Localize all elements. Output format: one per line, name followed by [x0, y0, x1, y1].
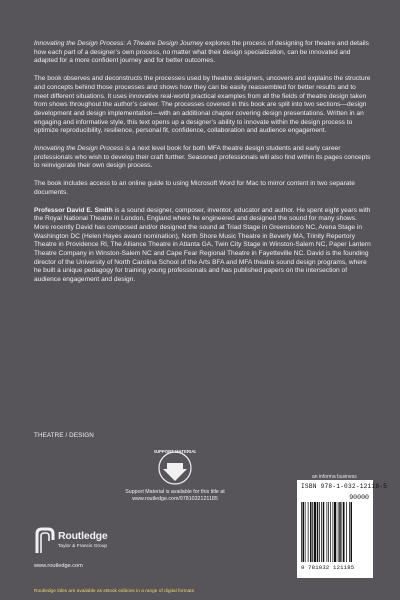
ebook-note: Routledge titles are available as eBook editions in a range of digital formats	[34, 589, 194, 594]
support-material-text	[113, 489, 237, 503]
author-name: Professor David E. Smith	[34, 206, 113, 214]
barcode-bar	[334, 502, 336, 562]
paragraph-text: is a sound designer, composer, inventor, educator and author. He spent eight years with the Royal National Theatre in London, England where he engineered and designed the sound for many shows. More recently David has composed and/or designed the sound at Triad Stage in Greensboro NC, Arena Stage in Washington DC (Helen Hayes award nomination), North Shore Music Theatre in Beverly MA, Trinity Repertory Theatre in Providence RI, The Alliance Theatre in Atlanta GA, Twin City Stage in Winston-Salem NC, Paper Lantern Theatre Company in Winston-Salem NC and Cape Fear Regional Theatre in Fayetteville NC. David is the founding director of the University of North Carolina School of the Arts BFA and MFA theatre sound design programs, where he built a unique pedagogy for training young professionals and has published papers on the intersection of audience engagement and design.	[34, 206, 371, 284]
support-url[interactable]: www.routledge.com/9781032121185	[132, 496, 218, 502]
isbn-label: ISBN 978-1-032-12118-5	[301, 483, 388, 490]
barcode-bar	[308, 502, 309, 562]
publisher-website[interactable]: www.routledge.com	[34, 563, 83, 569]
routledge-logo-icon	[34, 527, 56, 555]
barcode-bars	[301, 502, 369, 562]
isbn-number: 9 781032 121185	[301, 564, 355, 571]
price-code: 90000	[349, 494, 369, 501]
barcode-bar	[349, 502, 350, 562]
barcode-bar	[333, 502, 334, 562]
barcode-bar	[303, 502, 305, 562]
barcode-bar	[301, 502, 302, 562]
barcode-bar	[338, 502, 339, 562]
description-paragraph	[34, 40, 372, 66]
description-paragraph	[34, 145, 372, 171]
barcode-bar	[312, 502, 313, 562]
support-material-icon	[154, 447, 196, 487]
barcode-bar	[310, 502, 312, 562]
barcode-bar	[323, 502, 325, 562]
barcode-bar	[328, 502, 329, 562]
barcode-bar	[305, 502, 306, 562]
publisher-name: Routledge	[58, 530, 108, 542]
barcode-bar	[343, 502, 345, 562]
support-material-block	[113, 447, 237, 503]
description-paragraph: The book includes access to an online guide to using Microsoft Word for Mac to mirror content in two separate documents.	[34, 180, 355, 196]
barcode	[297, 480, 388, 578]
description-paragraph: The book observes and deconstructs the processes used by theatre designers, uncovers and explains the structure and concepts behind those processes and shows how they can be easily reassembled for better results and to meet different situations. It uses innovative real-world practical examples from all the fields of theatre design taken from shows throughout the author’s career. The processes covered in this book are split into two sections—design development and design implementation—with an additional chapter covering design presentations. Written in an engaging and informative style, this text opens up a designer’s ability to innovate within the design process to optimize reproducibility, resilience, personal fit, confidence, collaboration and audience engagement.	[34, 75, 371, 135]
subject-category: THEATRE / DESIGN	[34, 432, 94, 439]
support-line: Support Material is available for this title at	[125, 489, 225, 495]
barcode-bar	[351, 502, 353, 562]
book-title-italic: Innovating the Design Process	[34, 145, 124, 153]
publisher-logo	[34, 527, 154, 557]
publisher-group: Taylor & Francis Group	[58, 544, 108, 549]
barcode-bar	[346, 502, 347, 562]
paragraph-text: explores the process of designing for theatre and details how each part of a designer’s own process, no matter what their design specialization, can be innovated and adapted for a more confident journey and for better outcomes.	[34, 40, 369, 65]
barcode-bar	[342, 502, 343, 562]
paragraph-text: is a next level book for both MFA theatre design students and early career professionals who wish to develop their craft further. Seasoned professionals will also find within its pages concepts to reinvigorate their own design process.	[34, 145, 371, 170]
author-bio	[34, 207, 372, 285]
barcode-bar	[314, 502, 316, 562]
barcode-bar	[330, 502, 331, 562]
barcode-bar	[317, 502, 319, 562]
barcode-bar	[327, 502, 328, 562]
barcode-bar	[339, 502, 341, 562]
barcode-bar	[319, 502, 320, 562]
support-material-icon-label: SUPPORT MATERIAL	[154, 449, 196, 454]
back-cover-text	[34, 40, 372, 294]
book-title-italic: Innovating the Design Process: A Theatre Design Journey	[34, 40, 204, 47]
barcode-bar	[321, 502, 322, 562]
informa-tagline: an informa business	[312, 474, 357, 480]
